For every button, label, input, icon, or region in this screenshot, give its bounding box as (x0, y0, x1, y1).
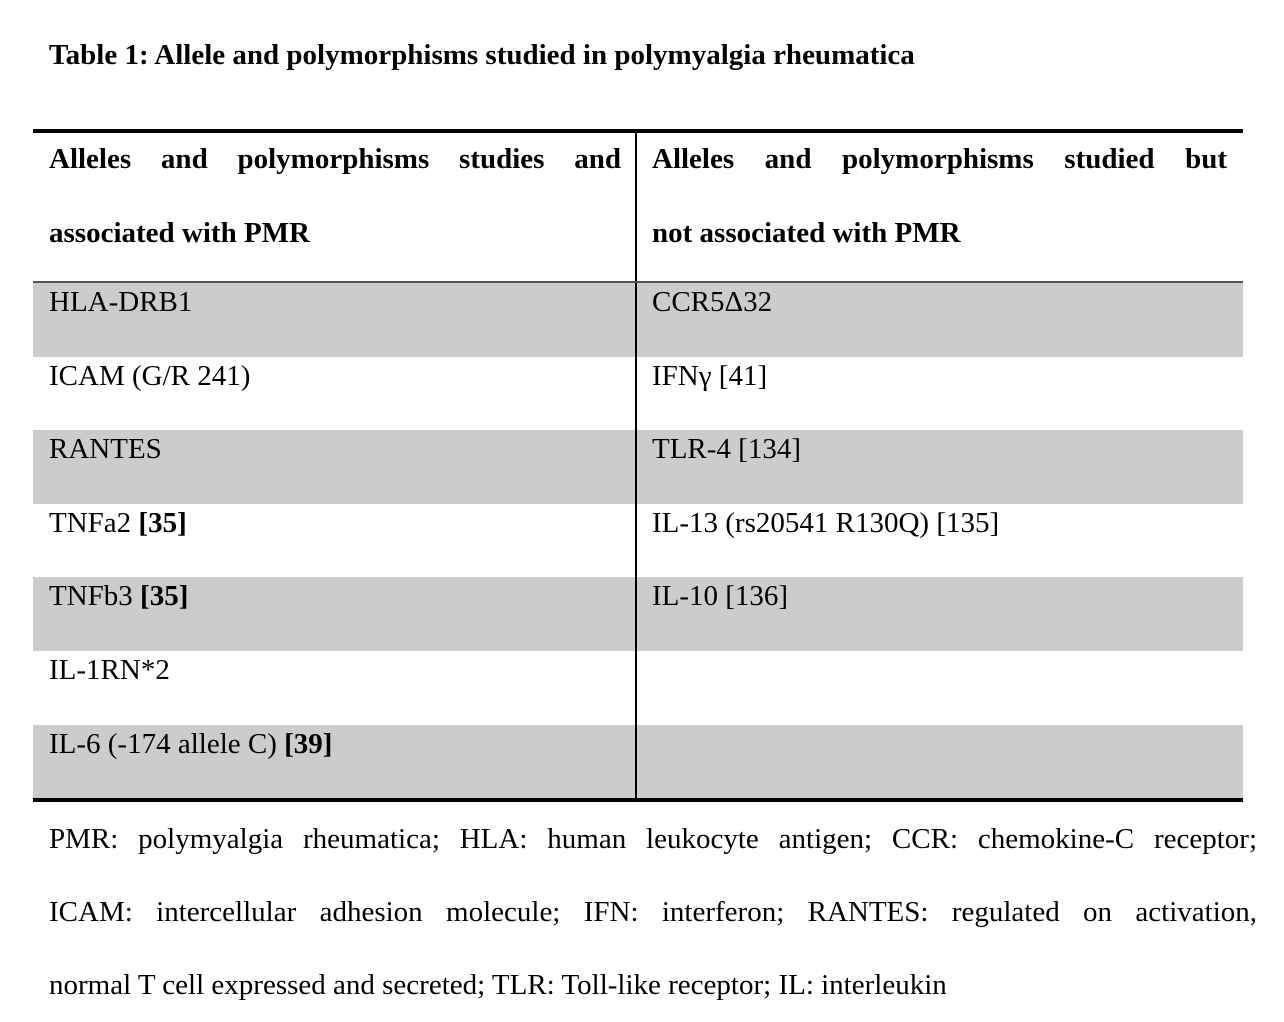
cell-text: RANTES (49, 433, 162, 466)
table-row (33, 430, 1243, 504)
cell-ref: [39] (284, 727, 333, 760)
not-associated-cell: IFNγ [41] (652, 359, 768, 392)
footnote-line: PMR: polymyalgia rheumatica; HLA: human leukocyte antigen; CCR: chemokine-C receptor; (49, 823, 1257, 855)
header-not-associated (637, 133, 1243, 281)
table-footnote (49, 803, 1257, 1022)
table-caption: Table 1: Allele and polymorphisms studied in polymyalgia rheumatica (49, 39, 915, 71)
not-associated-cell (637, 725, 1243, 799)
cell-ref: [35] (140, 580, 189, 613)
table-row (33, 283, 1243, 357)
footnote-line: ICAM: intercellular adhesion molecule; IFN: interferon; RANTES: regulated on activation, (49, 896, 1257, 928)
table-row (33, 725, 1243, 799)
header-not-associated-line2: not associated with PMR (652, 217, 961, 249)
header-associated-line1: Alleles and polymorphisms studies and (49, 143, 621, 175)
not-associated-cell: TLR-4 [134] (652, 433, 801, 466)
table-row (33, 504, 1243, 578)
cell-text: IL-1RN*2 (49, 653, 170, 686)
cell-ref: [35] (138, 506, 187, 539)
cell-text: HLA-DRB1 (49, 286, 193, 318)
table-row (33, 577, 1243, 651)
associated-cell (33, 725, 637, 799)
associated-cell (33, 504, 637, 578)
cell-text: TNFb3 (49, 580, 141, 613)
table-header-row (33, 133, 1243, 283)
allele-table (33, 129, 1243, 802)
not-associated-cell: IL-13 (rs20541 R130Q) [135] (652, 506, 1000, 539)
footnote-line: normal T cell expressed and secreted; TLR: Toll-like receptor; IL: interleukin (49, 969, 947, 1001)
cell-text: IL-6 (-174 allele C) (49, 727, 285, 760)
cell-text: TNFa2 (49, 506, 139, 539)
table-row (33, 357, 1243, 431)
table-row (33, 651, 1243, 725)
header-associated (33, 133, 637, 281)
associated-cell (33, 357, 637, 431)
cell-text: ICAM (G/R 241) (49, 359, 251, 392)
header-not-associated-line1: Alleles and polymorphisms studied but (652, 143, 1227, 175)
not-associated-cell (637, 651, 1243, 725)
header-associated-line2: associated with PMR (49, 217, 310, 249)
associated-cell (33, 651, 637, 725)
associated-cell (33, 430, 637, 504)
associated-cell (33, 283, 637, 357)
associated-cell (33, 577, 637, 651)
not-associated-cell: CCR5Δ32 (652, 286, 773, 318)
not-associated-cell: IL-10 [136] (652, 580, 789, 613)
